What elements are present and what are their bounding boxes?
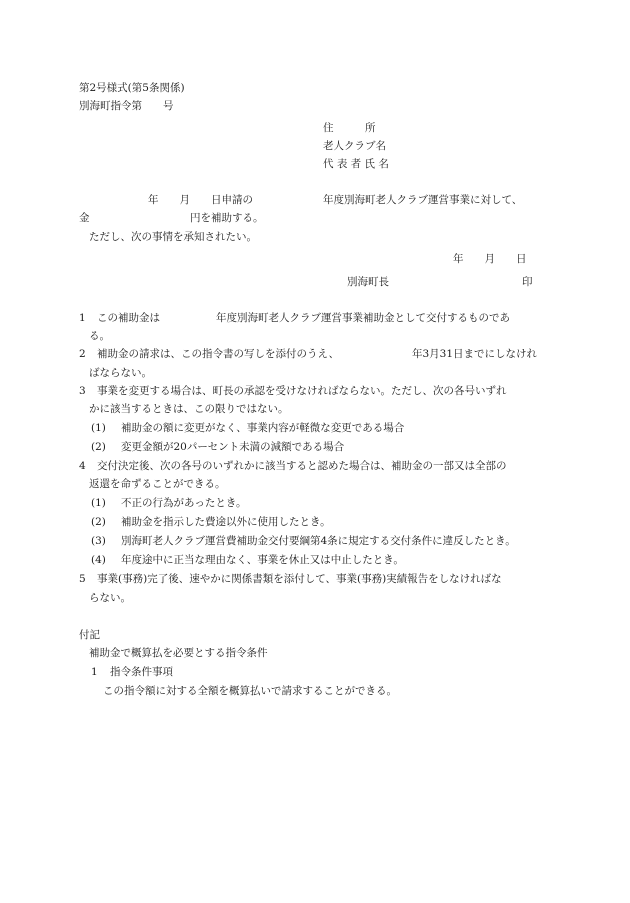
condition-text: 事業を変更する場合は、町長の承認を受けなければならない。ただし、次の各号いずれ (97, 385, 507, 397)
condition-number: 4 (79, 460, 86, 472)
sub-item-text: 変更金額が20パーセント未満の減額である場合 (121, 441, 345, 453)
sub-item-text: 不正の行為があったとき。 (121, 497, 247, 509)
condition-text: 年3月31日までにしなけれ (412, 348, 538, 360)
sub-item-text: 補助金の額に変更がなく、事業内容が軽微な変更である場合 (121, 422, 405, 434)
condition-number: 5 (79, 573, 86, 585)
sub-item-text: 年度途中に正当な理由なく、事業を休止又は中止したとき。 (121, 554, 404, 566)
condition-text: 交付決定後、次の各号のいずれかに該当すると認めた場合は、補助金の一部又は全部の (97, 460, 507, 472)
sub-item-text: 補助金を指示した費途以外に使用したとき。 (121, 516, 331, 528)
form-number: 第2号様式(第5条関係) (79, 82, 185, 94)
seal-mark: 印 (522, 276, 533, 288)
appendix-title: 付記 (79, 629, 100, 641)
representative-label: 代 表 者 氏 名 (323, 158, 389, 170)
issue-date: 年 月 日 (453, 253, 527, 265)
condition-text: 年度別海町老人クラブ運営事業補助金として交付するものであ (216, 312, 510, 324)
address-label: 住 所 (323, 122, 376, 134)
amount-prefix: 金 (79, 212, 90, 224)
sub-item-number: (2) (91, 516, 106, 528)
condition-text: 事業(事務)完了後、速やかに関係書類を添付して、事業(事務)実績報告をしなければな (97, 573, 502, 585)
sub-item-number: (4) (91, 554, 106, 566)
application-date-text: 年 月 日申請の (148, 194, 253, 206)
condition-number: 3 (79, 385, 86, 397)
appendix-item-number: 1 (91, 666, 98, 678)
appendix-subtitle: 補助金で概算払を必要とする指令条件 (89, 647, 268, 659)
proviso-text: ただし、次の事情を承知されたい。 (89, 231, 257, 243)
order-number: 別海町指令第 号 (79, 100, 174, 112)
sub-item-number: (1) (91, 497, 106, 509)
condition-number: 2 (79, 348, 86, 360)
project-year-text: 年度別海町老人クラブ運営事業に対して、 (323, 194, 523, 206)
condition-text-continued: 返還を命ずることができる。 (89, 478, 226, 490)
condition-text-continued: る。 (89, 330, 110, 342)
appendix-item-text: この指令額に対する全額を概算払いで請求することができる。 (103, 685, 397, 697)
condition-text-continued: ばならない。 (89, 367, 152, 379)
sub-item-number: (2) (91, 441, 106, 453)
amount-suffix: 円を補助する。 (190, 212, 264, 224)
club-name-label: 老人クラブ名 (323, 140, 386, 152)
sub-item-number: (1) (91, 422, 106, 434)
condition-text: 補助金の請求は、この指令書の写しを添付のうえ、 (97, 348, 340, 360)
sub-item-number: (3) (91, 535, 106, 547)
condition-text-continued: らない。 (89, 592, 131, 604)
condition-number: 1 (79, 312, 86, 324)
mayor-label: 別海町長 (347, 276, 389, 288)
condition-text-continued: かに該当するときは、この限りではない。 (89, 403, 289, 415)
sub-item-text: 別海町老人クラブ運営費補助金交付要綱第4条に規定する交付条件に違反したとき。 (121, 535, 516, 547)
condition-text: この補助金は (97, 312, 160, 324)
appendix-item-title: 指令条件事項 (110, 666, 173, 678)
